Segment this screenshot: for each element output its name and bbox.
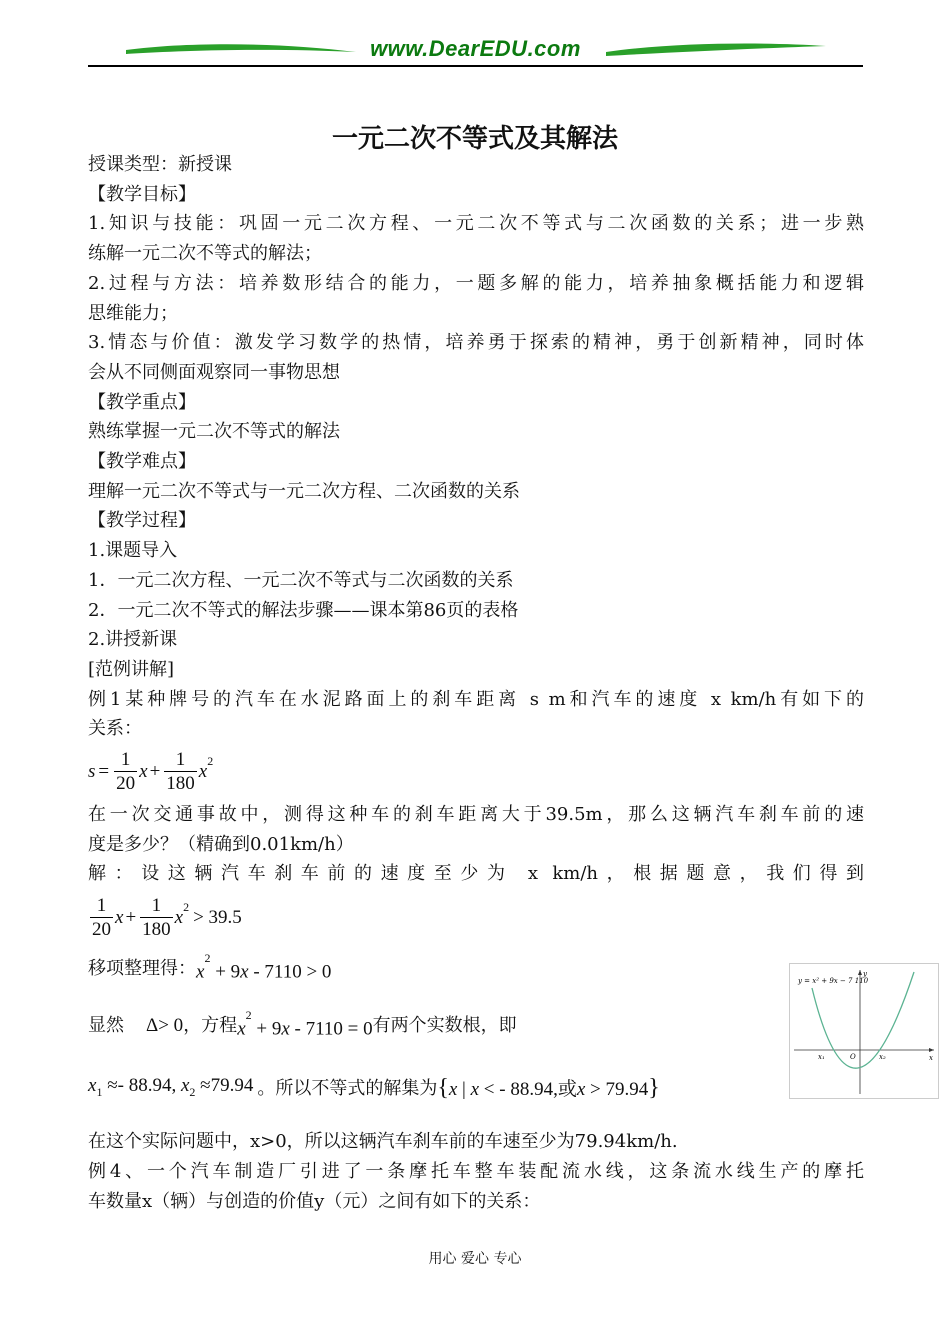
formula-braking-distance: s = $\frac{1}{20}$ x + $\frac{1}{180}$ x $^2$ [88, 748, 214, 794]
page-footer: 用心 爱心 专心 [428, 1251, 522, 1267]
graph-x2-label: x₂ [879, 1053, 886, 1061]
goal-1-line-1: 1.知识与技能：巩固一元二次方程、一元二次不等式与二次函数的关系；进一步熟 [88, 213, 864, 235]
rearranged-line: 移项整理得： $x^2 + 9x - 7110 > 0$ [88, 947, 864, 991]
header-rule [88, 65, 863, 67]
formula-roots: $x_1 \approx- 88.94$, $x_2 \approx 79.94$ [88, 1074, 254, 1099]
formula-discriminant: Δ> 0 [146, 1015, 184, 1037]
intro-item-1: 1．一元二次方程、一元二次不等式与二次函数的关系 [88, 569, 514, 591]
graph-y-label: y [863, 970, 867, 978]
section-heading-process: 【教学过程】 [88, 510, 196, 532]
x-axis-arrow-icon [929, 1048, 934, 1052]
formula-solution-set: {x | x < - 88.94,或x > 79.94} [437, 1074, 660, 1101]
page-header [88, 28, 863, 72]
roots-line: $x_1 \approx- 88.94$, $x_2 \approx 79.94$ 。所以不等式的解集为 {x | x < - 88.94,或x > 79.94} [88, 1059, 864, 1119]
discriminant-line: 显然 Δ> 0 ，方程 $x^2 + 9x - 7110 = 0$ 有两个实数根，即 [88, 997, 864, 1055]
section-heading-goals: 【教学目标】 [88, 183, 196, 205]
page-title: 一元二次不等式及其解法 [331, 124, 618, 154]
examples-heading: [范例讲解] [88, 658, 175, 680]
example-4-line-1: 例4、一个汽车制造厂引进了一条摩托车整车装配流水线，这条流水线生产的摩托 [88, 1160, 864, 1182]
goal-1-line-2: 练解一元二次不等式的解法； [88, 243, 322, 265]
intro-heading: 1.课题导入 [88, 540, 178, 562]
graph-x-label: x [929, 1054, 933, 1062]
parabola-svg [790, 964, 938, 1098]
goal-3-line-2: 会从不同侧面观察同一事物思想 [88, 361, 340, 383]
formula-inequality: $\frac{1}{20}$ x + $\frac{1}{180}$ x $^2$ > 39.5 [92, 894, 242, 940]
goal-3-line-1: 3.情态与价值：激发学习数学的热情，培养勇于探索的精神，勇于创新精神，同时体 [88, 332, 864, 354]
parabola-graph [789, 963, 939, 1099]
fraction-1-over-20: $\frac{1}{20}$ [116, 748, 136, 794]
example-1-line-2: 关系： [88, 718, 142, 740]
teach-heading: 2.讲授新课 [88, 629, 178, 651]
document-body [88, 150, 864, 1216]
section-heading-key: 【教学重点】 [88, 391, 196, 413]
intro-item-2: 2．一元二次不等式的解法步骤——课本第86页的表格 [88, 599, 519, 621]
example-1-line-3: 在一次交通事故中，测得这种车的刹车距离大于39.5m，那么这辆汽车刹车前的速 [88, 804, 864, 826]
goal-2-line-2: 思维能力； [88, 302, 178, 324]
example-1-line-4: 度是多少？（精确到0.01km/h） [88, 833, 354, 855]
lesson-type: 授课类型：新授课 [88, 154, 232, 175]
y-axis-arrow-icon [858, 970, 862, 975]
section-heading-difficulty: 【教学难点】 [88, 451, 196, 473]
site-logo[interactable]: www.DearEDU.com [370, 36, 581, 61]
key-point: 熟练掌握一元二次不等式的解法 [88, 421, 340, 443]
example-1-line-1: 例1某种牌号的汽车在水泥路面上的刹车距离 s m和汽车的速度 x km/h有如下的 [88, 688, 864, 710]
graph-x1-label: x₁ [818, 1053, 825, 1061]
formula-equation: $x^2 + 9x - 7110 = 0$ [237, 1007, 373, 1039]
goal-2-line-1: 2.过程与方法：培养数形结合的能力，一题多解的能力，培养抽象概括能力和逻辑 [88, 272, 864, 294]
difficulty-point: 理解一元二次不等式与一元二次方程、二次函数的关系 [88, 480, 520, 502]
graph-function-label: y = x² + 9x − 7 110 [798, 977, 869, 985]
graph-origin-label: O [850, 1053, 856, 1061]
parabola-curve [812, 972, 914, 1068]
example-4-line-2: 车数量x（辆）与创造的价值y（元）之间有如下的关系： [88, 1190, 541, 1212]
formula-quadratic: $x^2 + 9x - 7110 > 0$ [196, 950, 332, 982]
solution-line: 解：设这辆汽车刹车前的速度至少为 x km/h，根据题意，我们得到 [88, 863, 864, 885]
conclusion-line: 在这个实际问题中，x>0，所以这辆汽车刹车前的车速至少为79.94km/h. [88, 1131, 678, 1153]
fraction-1-over-180: $\frac{1}{180}$ [166, 748, 195, 794]
